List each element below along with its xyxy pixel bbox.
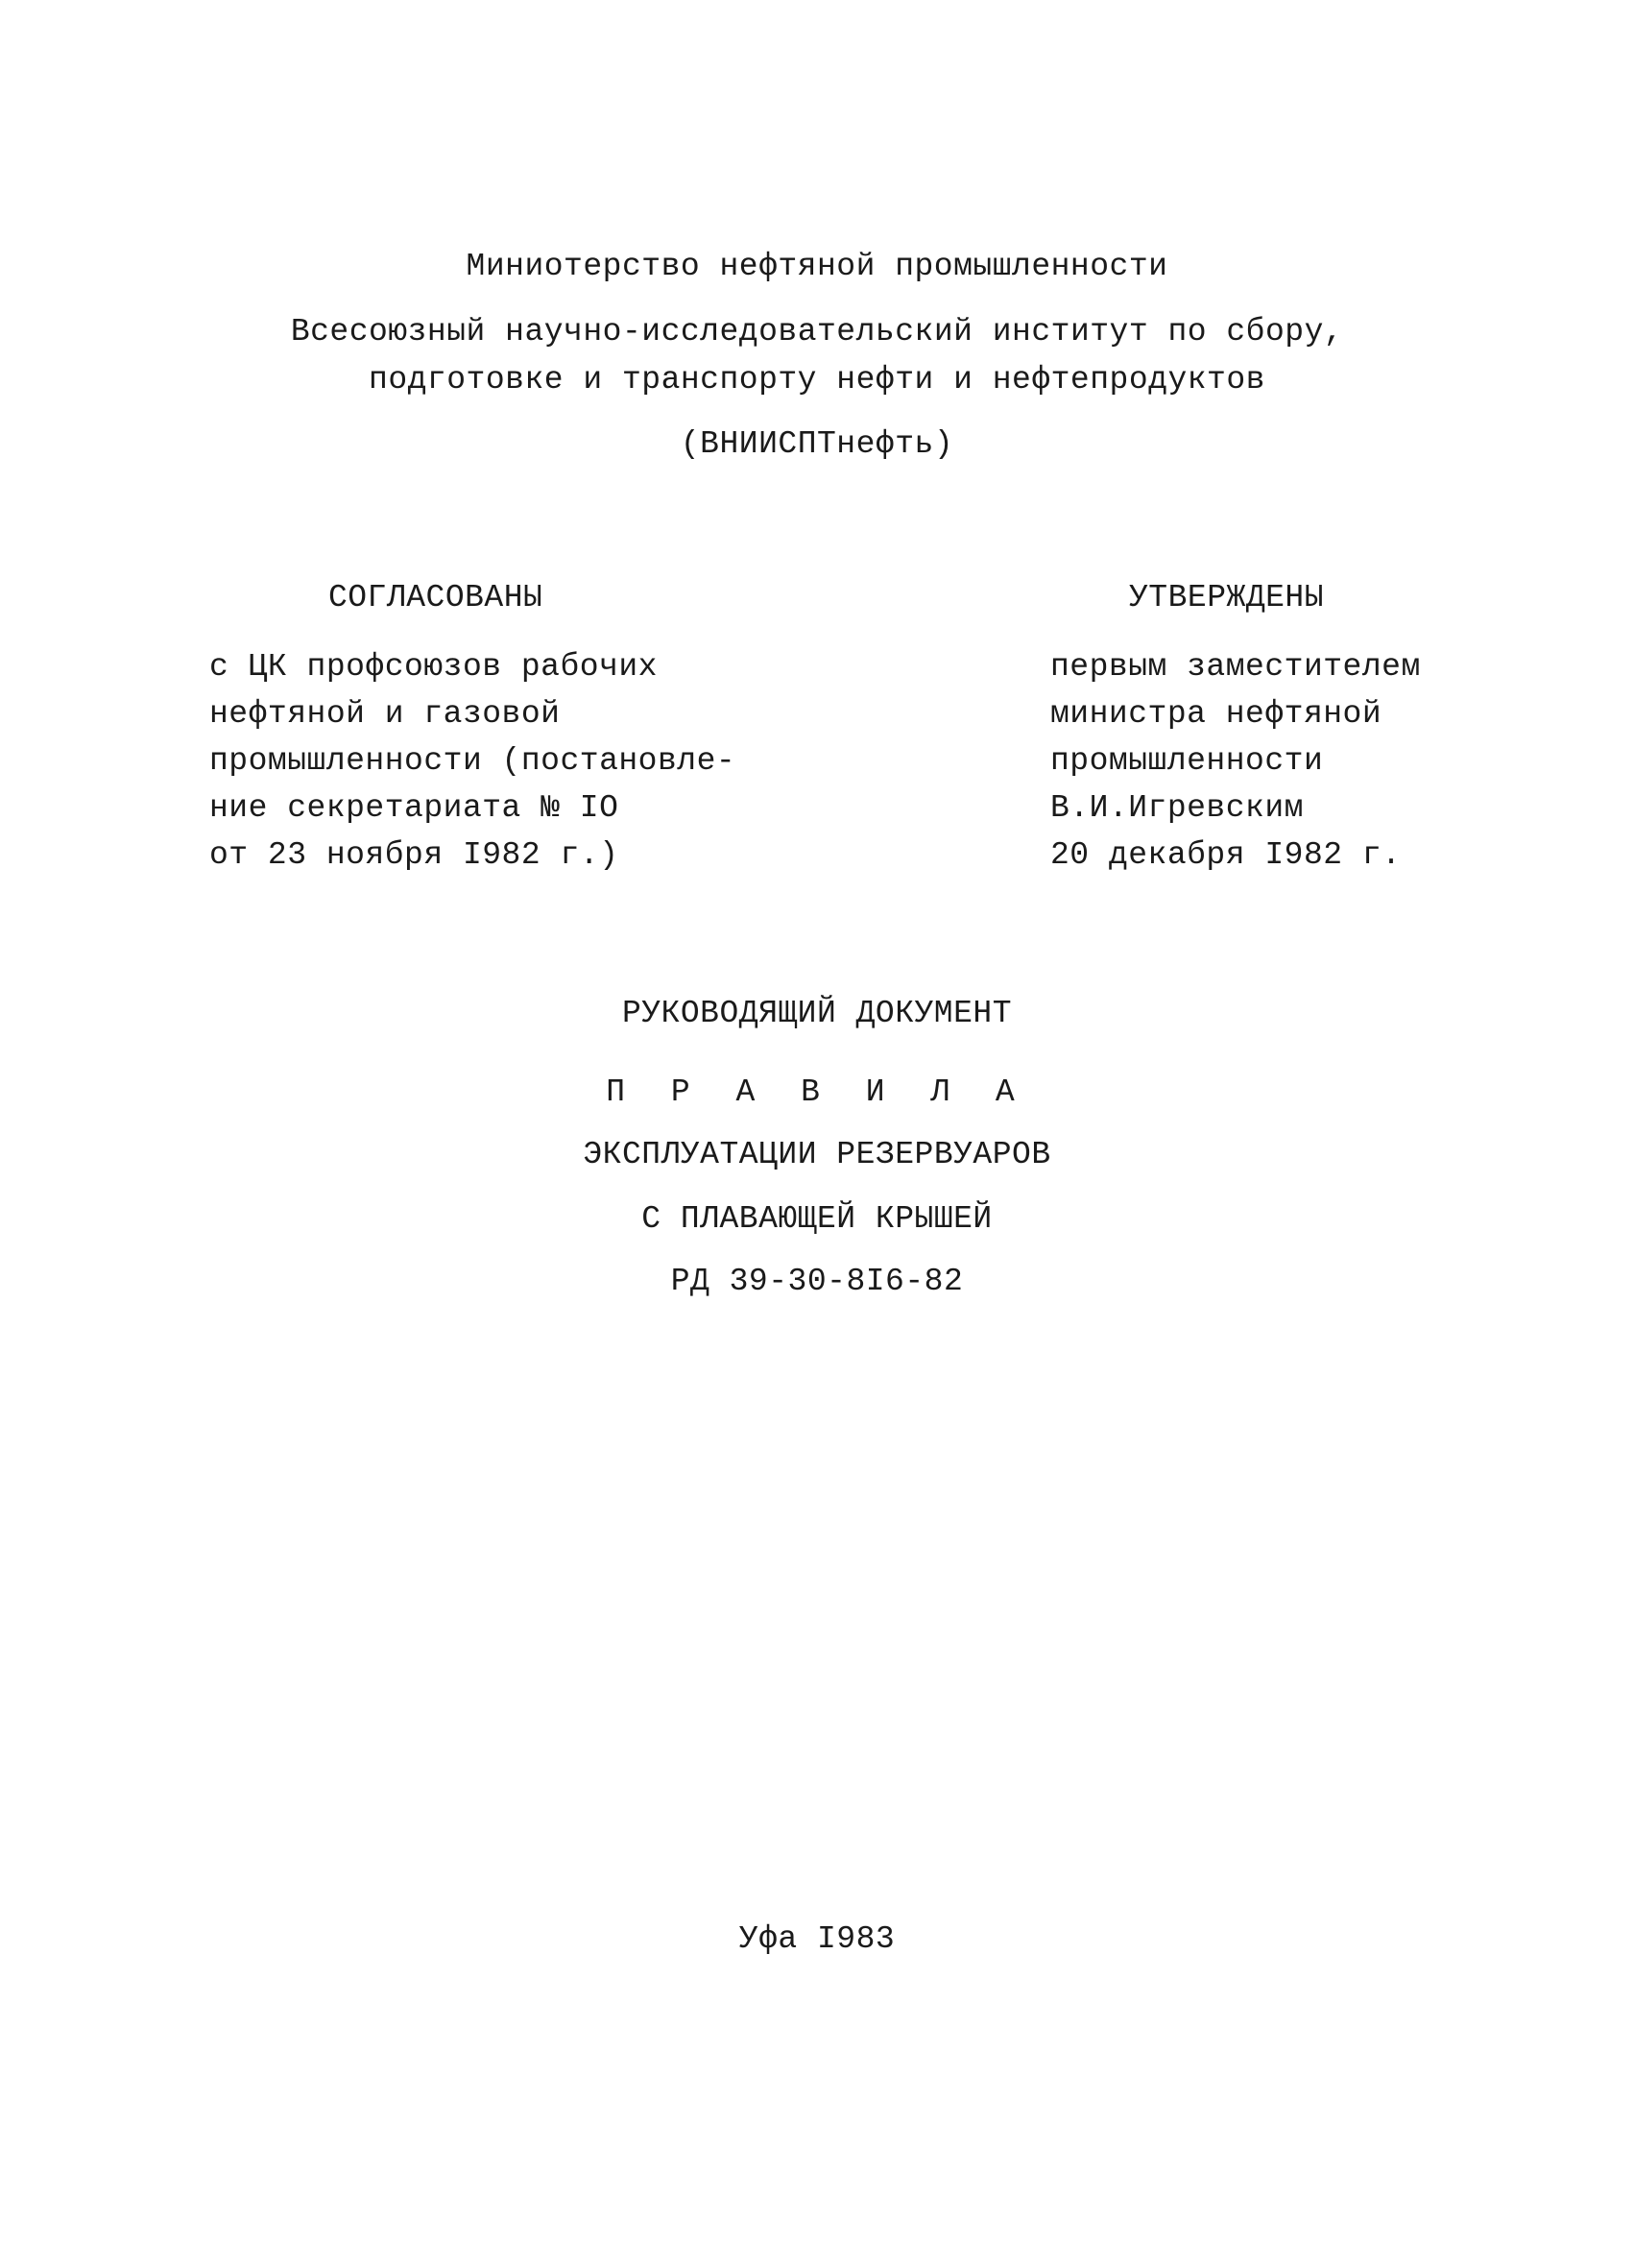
institute-name-line2: подготовке и транспорту нефти и нефтепродуктов bbox=[369, 362, 1265, 398]
agreed-line: промышленности (постановле- bbox=[209, 743, 736, 779]
institute-abbreviation: (ВНИИСПТнефть) bbox=[680, 426, 954, 462]
document-subtitle-line2: С ПЛАВАЮЩЕЙ КРЫШЕЙ bbox=[641, 1201, 993, 1237]
agreed-block bbox=[209, 643, 735, 879]
approved-line: 20 декабря I982 г. bbox=[1050, 837, 1402, 873]
agreed-title: СОГЛАСОВАНЫ bbox=[328, 580, 543, 615]
approved-block bbox=[1050, 643, 1421, 879]
approved-line: промышленности bbox=[1050, 743, 1324, 779]
agreed-line: нефтяной и газовой bbox=[209, 696, 561, 732]
document-subtitle-line1: ЭКСПЛУАТАЦИИ РЕЗЕРВУАРОВ bbox=[583, 1137, 1051, 1172]
approved-line: В.И.Игревским bbox=[1050, 790, 1304, 826]
document-type: РУКОВОДЯЩИЙ ДОКУМЕНТ bbox=[621, 996, 1013, 1031]
agreed-line: от 23 ноября I982 г.) bbox=[209, 837, 619, 873]
document-title: П Р А В И Л А bbox=[606, 1074, 1028, 1110]
place-and-year: Уфа I983 bbox=[738, 1921, 896, 1957]
agreed-line: с ЦК профсоюзов рабочих bbox=[209, 649, 658, 685]
agreed-line: ние секретариата № IO bbox=[209, 790, 619, 826]
approved-line: министра нефтяной bbox=[1050, 696, 1382, 732]
ministry-name: Миниотерство нефтяной промышленности bbox=[466, 249, 1168, 284]
approved-line: первым заместителем bbox=[1050, 649, 1421, 685]
document-code: РД 39-30-8I6-82 bbox=[670, 1264, 964, 1299]
institute-name-line1: Всесоюзный научно-исследовательский институт по сбору, bbox=[290, 314, 1344, 350]
approved-title: УТВЕРЖДЕНЫ bbox=[1129, 580, 1325, 615]
